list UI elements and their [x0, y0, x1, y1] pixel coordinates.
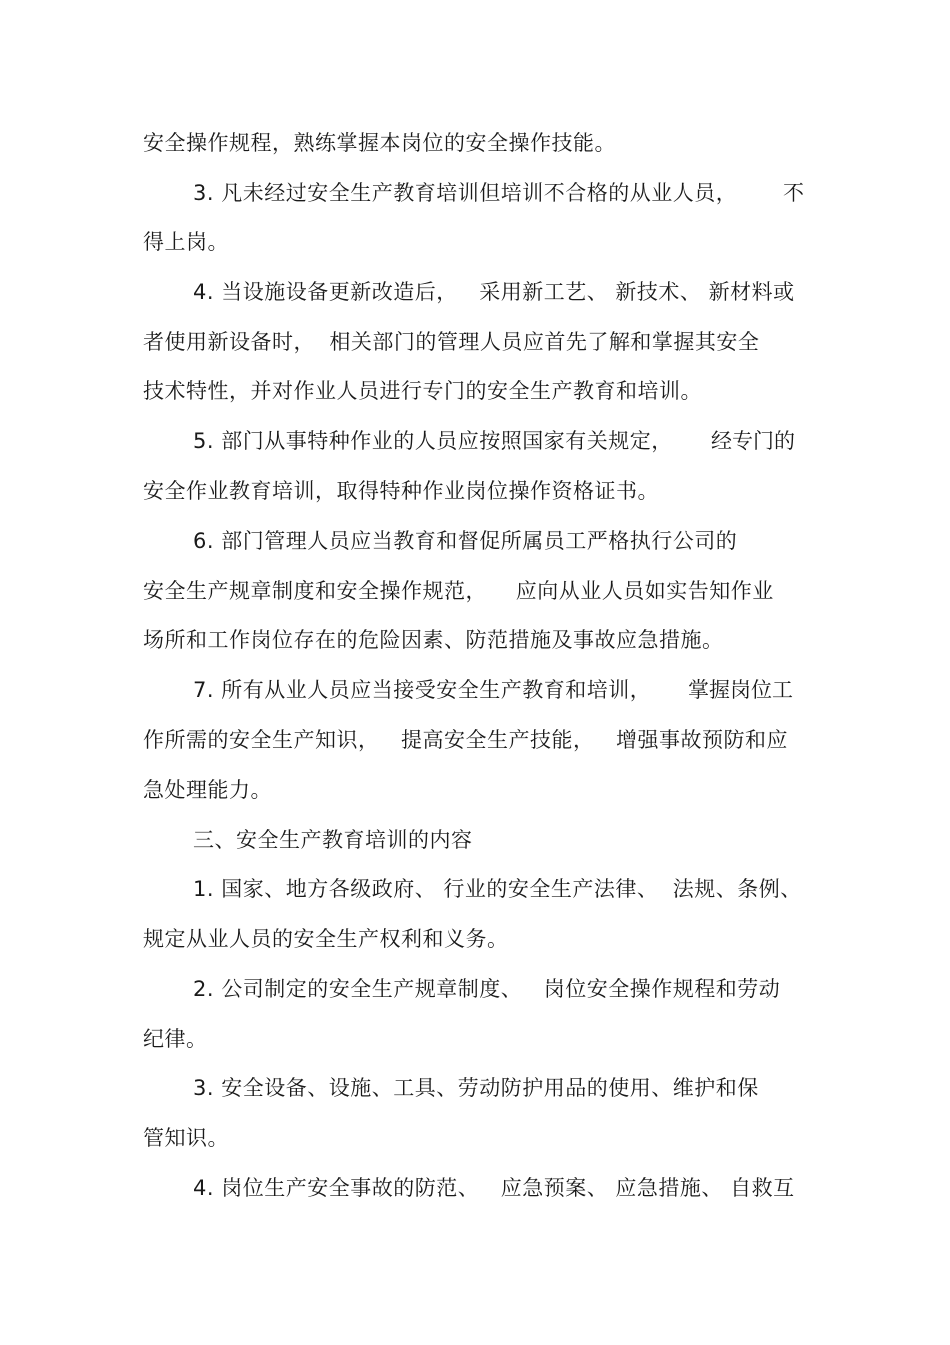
text-line-tail: 经专门的 — [711, 429, 795, 453]
text-line: 4. 岗位生产安全事故的防范、 应急预案、 应急措施、 自救互 — [193, 1176, 795, 1200]
section-heading: 三、安全生产教育培训的内容 — [193, 828, 473, 852]
text-line: 安全作业教育培训，取得特种作业岗位操作资格证书。 — [143, 479, 659, 503]
text-line: 技术特性，并对作业人员进行专门的安全生产教育和培训。 — [143, 379, 702, 403]
text-line: 管知识。 — [143, 1126, 229, 1150]
text-line: 6. 部门管理人员应当教育和督促所属员工严格执行公司的 — [193, 529, 738, 553]
text-line: 3. 安全设备、设施、工具、劳动防护用品的使用、维护和保 — [193, 1076, 759, 1100]
text-line: 场所和工作岗位存在的危险因素、防范措施及事故应急措施。 — [143, 628, 724, 652]
text-line: 作所需的安全生产知识， 提高安全生产技能， 增强事故预防和应 — [143, 728, 789, 752]
text-line: 4. 当设施设备更新改造后， 采用新工艺、 新技术、 新材料或 — [193, 280, 795, 304]
text-line: 安全生产规章制度和安全操作规范， 应向从业人员如实告知作业 — [143, 579, 774, 603]
text-line-tail: 掌握岗位工 — [688, 678, 793, 702]
text-line: 规定从业人员的安全生产权利和义务。 — [143, 927, 509, 951]
text-line: 5. 部门从事特种作业的人员应按照国家有关规定， — [193, 429, 673, 453]
text-line: 急处理能力。 — [143, 778, 272, 802]
text-line: 2. 公司制定的安全生产规章制度、 岗位安全操作规程和劳动 — [193, 977, 781, 1001]
text-line: 1. 国家、地方各级政府、 行业的安全生产法律、 法规、条例、 — [193, 877, 802, 901]
text-line-tail: 不 — [783, 181, 804, 205]
text-line: 安全操作规程，熟练掌握本岗位的安全操作技能。 — [143, 131, 616, 155]
text-line: 得上岗。 — [143, 230, 229, 254]
text-line: 3. 凡未经过安全生产教育培训但培训不合格的从业人员， — [193, 181, 738, 205]
text-line: 纪律。 — [143, 1027, 208, 1051]
text-line: 者使用新设备时， 相关部门的管理人员应首先了解和掌握其安全 — [143, 330, 760, 354]
text-line: 7. 所有从业人员应当接受安全生产教育和培训， — [193, 678, 652, 702]
